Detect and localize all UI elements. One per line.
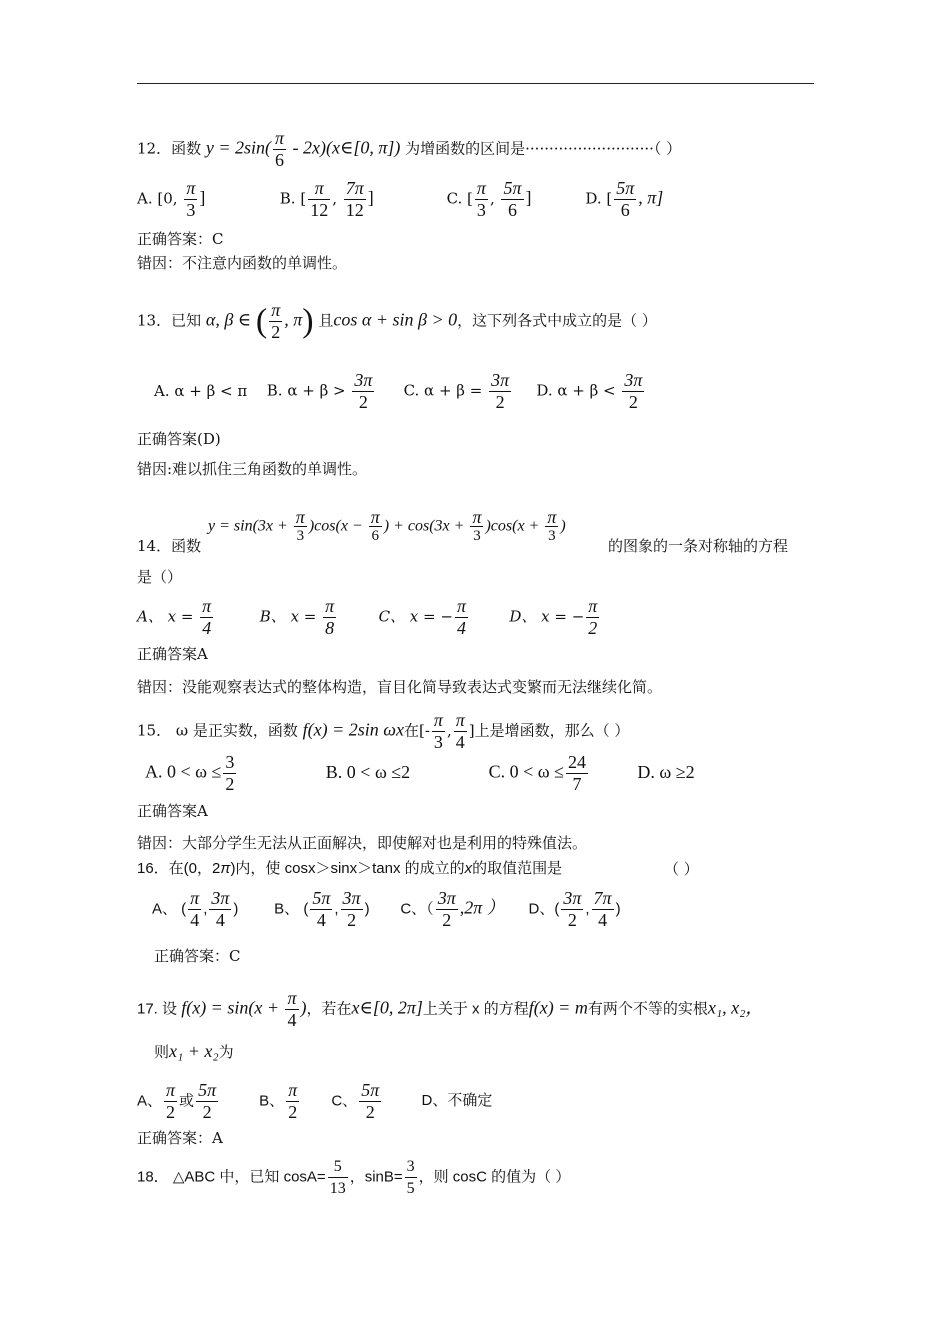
q13-interval-end: , π	[284, 309, 303, 330]
frac-num: π	[370, 507, 380, 527]
q12-suffix: 为增函数的区间是···························（ ）	[405, 139, 682, 158]
frac-den: 2	[567, 910, 577, 930]
frac-num: 5π	[616, 178, 635, 198]
opt-sep: ,	[489, 189, 500, 208]
q15-option-b: B. 0 < ω ≤2	[325, 761, 411, 782]
opt-label: D. α + β <	[536, 381, 621, 400]
frac-den: 2	[628, 392, 638, 412]
q15-prefix: 15． ω 是正实数，函数	[137, 721, 298, 740]
opt-label: C. [	[446, 189, 473, 208]
header-rule	[137, 83, 814, 84]
q17-suffix: 有两个不等的实根	[587, 1000, 708, 1018]
q16-text-c: 的取值范围是	[472, 860, 563, 877]
opt-label: B. α + β >	[266, 381, 351, 400]
q16-options	[152, 888, 621, 931]
frac-den: 3	[473, 528, 481, 544]
q17-func: f(x) = sin(x +	[181, 997, 284, 1018]
frac-num: π	[547, 507, 557, 527]
q14-suffix: 的图象的一条对称轴的方程	[608, 537, 789, 555]
q14-f5: )	[560, 517, 566, 535]
q12-func-a: y = 2sin(	[205, 137, 272, 158]
q13-option-d	[536, 370, 646, 413]
q13-suffix: ，这下列各式中成立的是（ ）	[457, 311, 657, 330]
frac-num: π	[588, 596, 598, 616]
frac-den: 3	[433, 732, 443, 752]
q15-option-d: D. ω ≥2	[637, 761, 695, 782]
frac-num: π	[295, 507, 305, 527]
opt-label: B、	[259, 1092, 285, 1110]
q16-text-a: 16．在(0，2	[137, 860, 221, 877]
frac-num: 3	[225, 752, 235, 772]
q17-mid2: 上关于 x 的方程	[422, 1000, 529, 1018]
frac-den: 2	[271, 322, 281, 342]
q17-answer: 正确答案：A	[137, 1129, 223, 1147]
frac-den: 4	[215, 910, 225, 930]
frac-num: 3	[405, 1156, 417, 1178]
frac-den: 6	[620, 200, 630, 220]
q18-prefix: 18． △ABC 中，已知 cosA=	[137, 1168, 326, 1186]
q15-option-c	[489, 752, 633, 795]
q16-paren: （ ）	[664, 860, 699, 878]
q16-answer: 正确答案：C	[154, 947, 241, 965]
frac-num: π	[476, 178, 486, 198]
question-18	[137, 1156, 570, 1199]
opt-label: C. α + β =	[403, 381, 488, 400]
q13-prefix: 13．已知	[137, 311, 202, 330]
opt-end: , π]	[638, 187, 664, 208]
frac-den: 8	[325, 618, 335, 638]
q17-func-end: )	[300, 997, 307, 1018]
frac-den: 2	[202, 1102, 212, 1122]
frac-den: 2	[495, 392, 505, 412]
right-paren: )	[302, 302, 314, 340]
frac-num: 3π	[624, 370, 643, 390]
q12-answer: 正确答案：C	[137, 230, 224, 248]
frac-den: 2	[225, 774, 235, 794]
frac-num: π	[433, 710, 443, 730]
frac-num: 7π	[593, 888, 612, 908]
q16-option-c	[400, 888, 524, 931]
q17-roots: x₁, x₂，	[707, 997, 764, 1018]
q14-option-a	[137, 596, 255, 639]
q17-mid: ，若在	[306, 1000, 352, 1018]
q17-range: x∈[0, 2π]	[351, 997, 423, 1018]
q13-vars: α, β ∈	[205, 309, 252, 330]
opt-label: C、 x = −	[378, 607, 453, 626]
frac-den: 6	[275, 150, 285, 170]
frac-num: π	[288, 1080, 298, 1100]
q13-options	[154, 370, 646, 413]
frac-num: 5π	[503, 178, 522, 198]
frac-num: π	[456, 596, 466, 616]
frac-num: 5π	[312, 888, 331, 908]
q12-prefix: 12．函数	[137, 139, 202, 158]
q14-f2: )cos(x −	[308, 517, 367, 535]
frac-num: π	[325, 596, 335, 616]
question-16	[137, 858, 562, 880]
q13-option-a: A. α + β < π	[154, 381, 248, 400]
opt-label: D. [	[585, 189, 613, 208]
q13-answer: 正确答案(D)	[137, 430, 221, 448]
q14-line2: 是（）	[137, 568, 183, 586]
q17-line2-suf: 为	[218, 1044, 234, 1061]
frac-num: π	[455, 710, 465, 730]
frac-num: π	[275, 128, 285, 148]
frac-num: π	[287, 988, 297, 1008]
q17-line2	[154, 1040, 234, 1064]
opt-label: B、 (	[274, 900, 309, 918]
frac-den: 12	[345, 200, 364, 220]
frac-den: 3	[296, 528, 305, 544]
q14-f1: y = sin(3x +	[208, 517, 292, 535]
q15-options	[145, 752, 695, 795]
q13-option-b	[267, 370, 399, 413]
frac-den: 6	[371, 528, 379, 544]
opt-label: A、 x =	[137, 607, 199, 626]
q17-options	[137, 1080, 492, 1123]
opt-sep: ,	[332, 189, 342, 208]
q13-cond-pre: 且	[318, 311, 334, 330]
opt-label: C、	[331, 1092, 358, 1110]
frac-num: π	[202, 596, 212, 616]
frac-num: π	[190, 888, 200, 908]
opt-label: B、 x =	[259, 607, 322, 626]
frac-den: 6	[508, 200, 517, 220]
opt-end: ]	[199, 187, 206, 208]
q14-f4: )cos(x +	[485, 517, 544, 535]
q12-func-b: - 2x)(x∈[0, π])	[288, 137, 401, 158]
frac-num: 5π	[198, 1080, 217, 1100]
q17-eq: f(x) = m	[528, 997, 588, 1018]
frac-den: 13	[329, 1180, 346, 1197]
opt-end: )	[233, 900, 239, 918]
opt-end: ,2π ）	[459, 897, 505, 918]
q17-option-d: D、不确定	[421, 1092, 493, 1110]
opt-label: A、 (	[152, 900, 187, 918]
frac-num: 5	[328, 1156, 348, 1178]
q16-text-b: )内，使 cosx＞sinx＞tanx 的成立的	[230, 860, 465, 877]
q15-reason: 错因：大部分学生无法从正面解决，即使解对也是利用的特殊值法。	[137, 834, 588, 852]
q14-option-d	[509, 596, 601, 639]
opt-label: A. [0,	[137, 189, 183, 208]
frac-den: 4	[598, 910, 608, 930]
frac-num: 3π	[563, 888, 582, 908]
q16-option-b: B、 ( $\frac{5\pi}{4}$ , $\frac{3\pi}{2}$ )	[274, 888, 370, 930]
frac-den: 5	[406, 1180, 415, 1197]
q17-line2-pre: 则	[154, 1044, 170, 1061]
frac-den: 4	[456, 618, 466, 638]
q14-options	[137, 596, 601, 639]
q16-x: x	[464, 860, 473, 877]
q15-mid: 在[-	[403, 721, 430, 740]
q18-suffix: ，则 cosC 的值为（ ）	[418, 1168, 571, 1186]
frac-den: 3	[548, 528, 556, 544]
q16-pi: π	[220, 860, 231, 877]
frac-num: 24	[567, 752, 586, 772]
question-13	[137, 300, 657, 343]
q12-options	[137, 178, 663, 221]
frac-num: π	[472, 507, 482, 527]
frac-den: 2	[347, 910, 357, 930]
opt-label: C、（	[400, 900, 434, 918]
q12-reason: 错因：不注意内函数的单调性。	[137, 254, 348, 272]
q12-option-a	[137, 178, 275, 221]
frac-num: 3π	[354, 370, 373, 390]
q15-sep: ,	[446, 721, 452, 740]
frac-den: 2	[288, 1102, 298, 1122]
q17-option-a	[137, 1080, 255, 1123]
frac-den: 2	[166, 1102, 176, 1122]
frac-den: 4	[202, 618, 212, 638]
frac-num: π	[308, 178, 330, 200]
frac-num: π	[166, 1080, 176, 1100]
frac-den: 2	[588, 618, 598, 638]
q16-option-d: D、( $\frac{3\pi}{2}$ , $\frac{7\pi}{4}$ )	[528, 888, 621, 930]
frac-num: 3π	[211, 888, 230, 908]
q12-option-c	[447, 178, 581, 221]
frac-den: 4	[455, 732, 465, 752]
q16-option-a: A、 ( $\frac{\pi}{4}$ , $\frac{3\pi}{4}$ )	[152, 888, 239, 930]
q17-option-c	[331, 1080, 417, 1123]
frac-num: 3π	[491, 370, 510, 390]
frac-num: π	[271, 300, 281, 320]
frac-den: 2	[358, 392, 368, 412]
question-15	[137, 710, 629, 753]
q14-formula	[208, 508, 566, 545]
frac-num: π	[186, 178, 196, 198]
q14-reason: 错因：没能观察表达式的整体构造，盲目化简导致表达式变繁而无法继续化简。	[137, 678, 663, 696]
frac-num: 7π	[345, 178, 364, 198]
opt-end: ]	[367, 187, 374, 208]
opt-label: D、 x = −	[509, 607, 585, 626]
frac-den: 4	[190, 910, 200, 930]
frac-den: 2	[442, 910, 452, 930]
q15-answer: 正确答案A	[137, 802, 208, 820]
opt-end: )	[615, 900, 621, 918]
frac-num: 3π	[342, 888, 361, 908]
q12-option-b	[280, 178, 442, 221]
frac-num: 5π	[361, 1080, 380, 1100]
q14-prefix: 14．函数	[137, 537, 202, 555]
q18-mid: ，sinB=	[349, 1168, 403, 1186]
opt-label: B. [	[279, 189, 307, 208]
q14-option-b	[260, 596, 374, 639]
q12-option-d	[585, 178, 663, 221]
q14-f3: ) + cos(3x +	[383, 517, 469, 535]
q17-prefix: 17. 设	[137, 1000, 178, 1018]
q15-suffix: ]上是增函数，那么（ ）	[468, 721, 630, 740]
q13-option-c	[404, 370, 532, 413]
q17-sum: x₁ + x₂	[169, 1041, 219, 1061]
opt-end: )	[364, 900, 370, 918]
q14-answer: 正确答案A	[137, 645, 208, 663]
opt-label: C. 0 < ω ≤	[488, 761, 564, 782]
opt-label: A. 0 < ω ≤	[145, 761, 222, 782]
question-17	[137, 988, 763, 1031]
opt-or: 或	[179, 1092, 195, 1110]
frac-den: 4	[287, 1010, 297, 1030]
frac-den: 4	[316, 910, 326, 930]
frac-num: 3π	[437, 888, 456, 908]
frac-den: 12	[310, 200, 329, 220]
opt-end: ]	[525, 187, 532, 208]
q15-option-a	[145, 752, 321, 795]
q15-func: f(x) = 2sin ωx	[302, 719, 404, 740]
frac-den: 3	[476, 200, 486, 220]
left-paren: (	[255, 302, 268, 340]
q17-option-b	[259, 1080, 327, 1123]
q13-reason: 错因:难以抓住三角函数的单调性。	[137, 460, 368, 478]
frac-den: 7	[572, 774, 582, 794]
q12-frac	[273, 128, 286, 171]
q14-option-c	[379, 596, 505, 639]
frac-den: 3	[186, 200, 196, 220]
opt-label: A、	[137, 1092, 163, 1110]
frac-den: 2	[365, 1102, 375, 1122]
question-12	[137, 128, 681, 171]
q13-condition: cos α + sin β > 0	[333, 309, 458, 330]
opt-label: D、(	[528, 900, 560, 918]
